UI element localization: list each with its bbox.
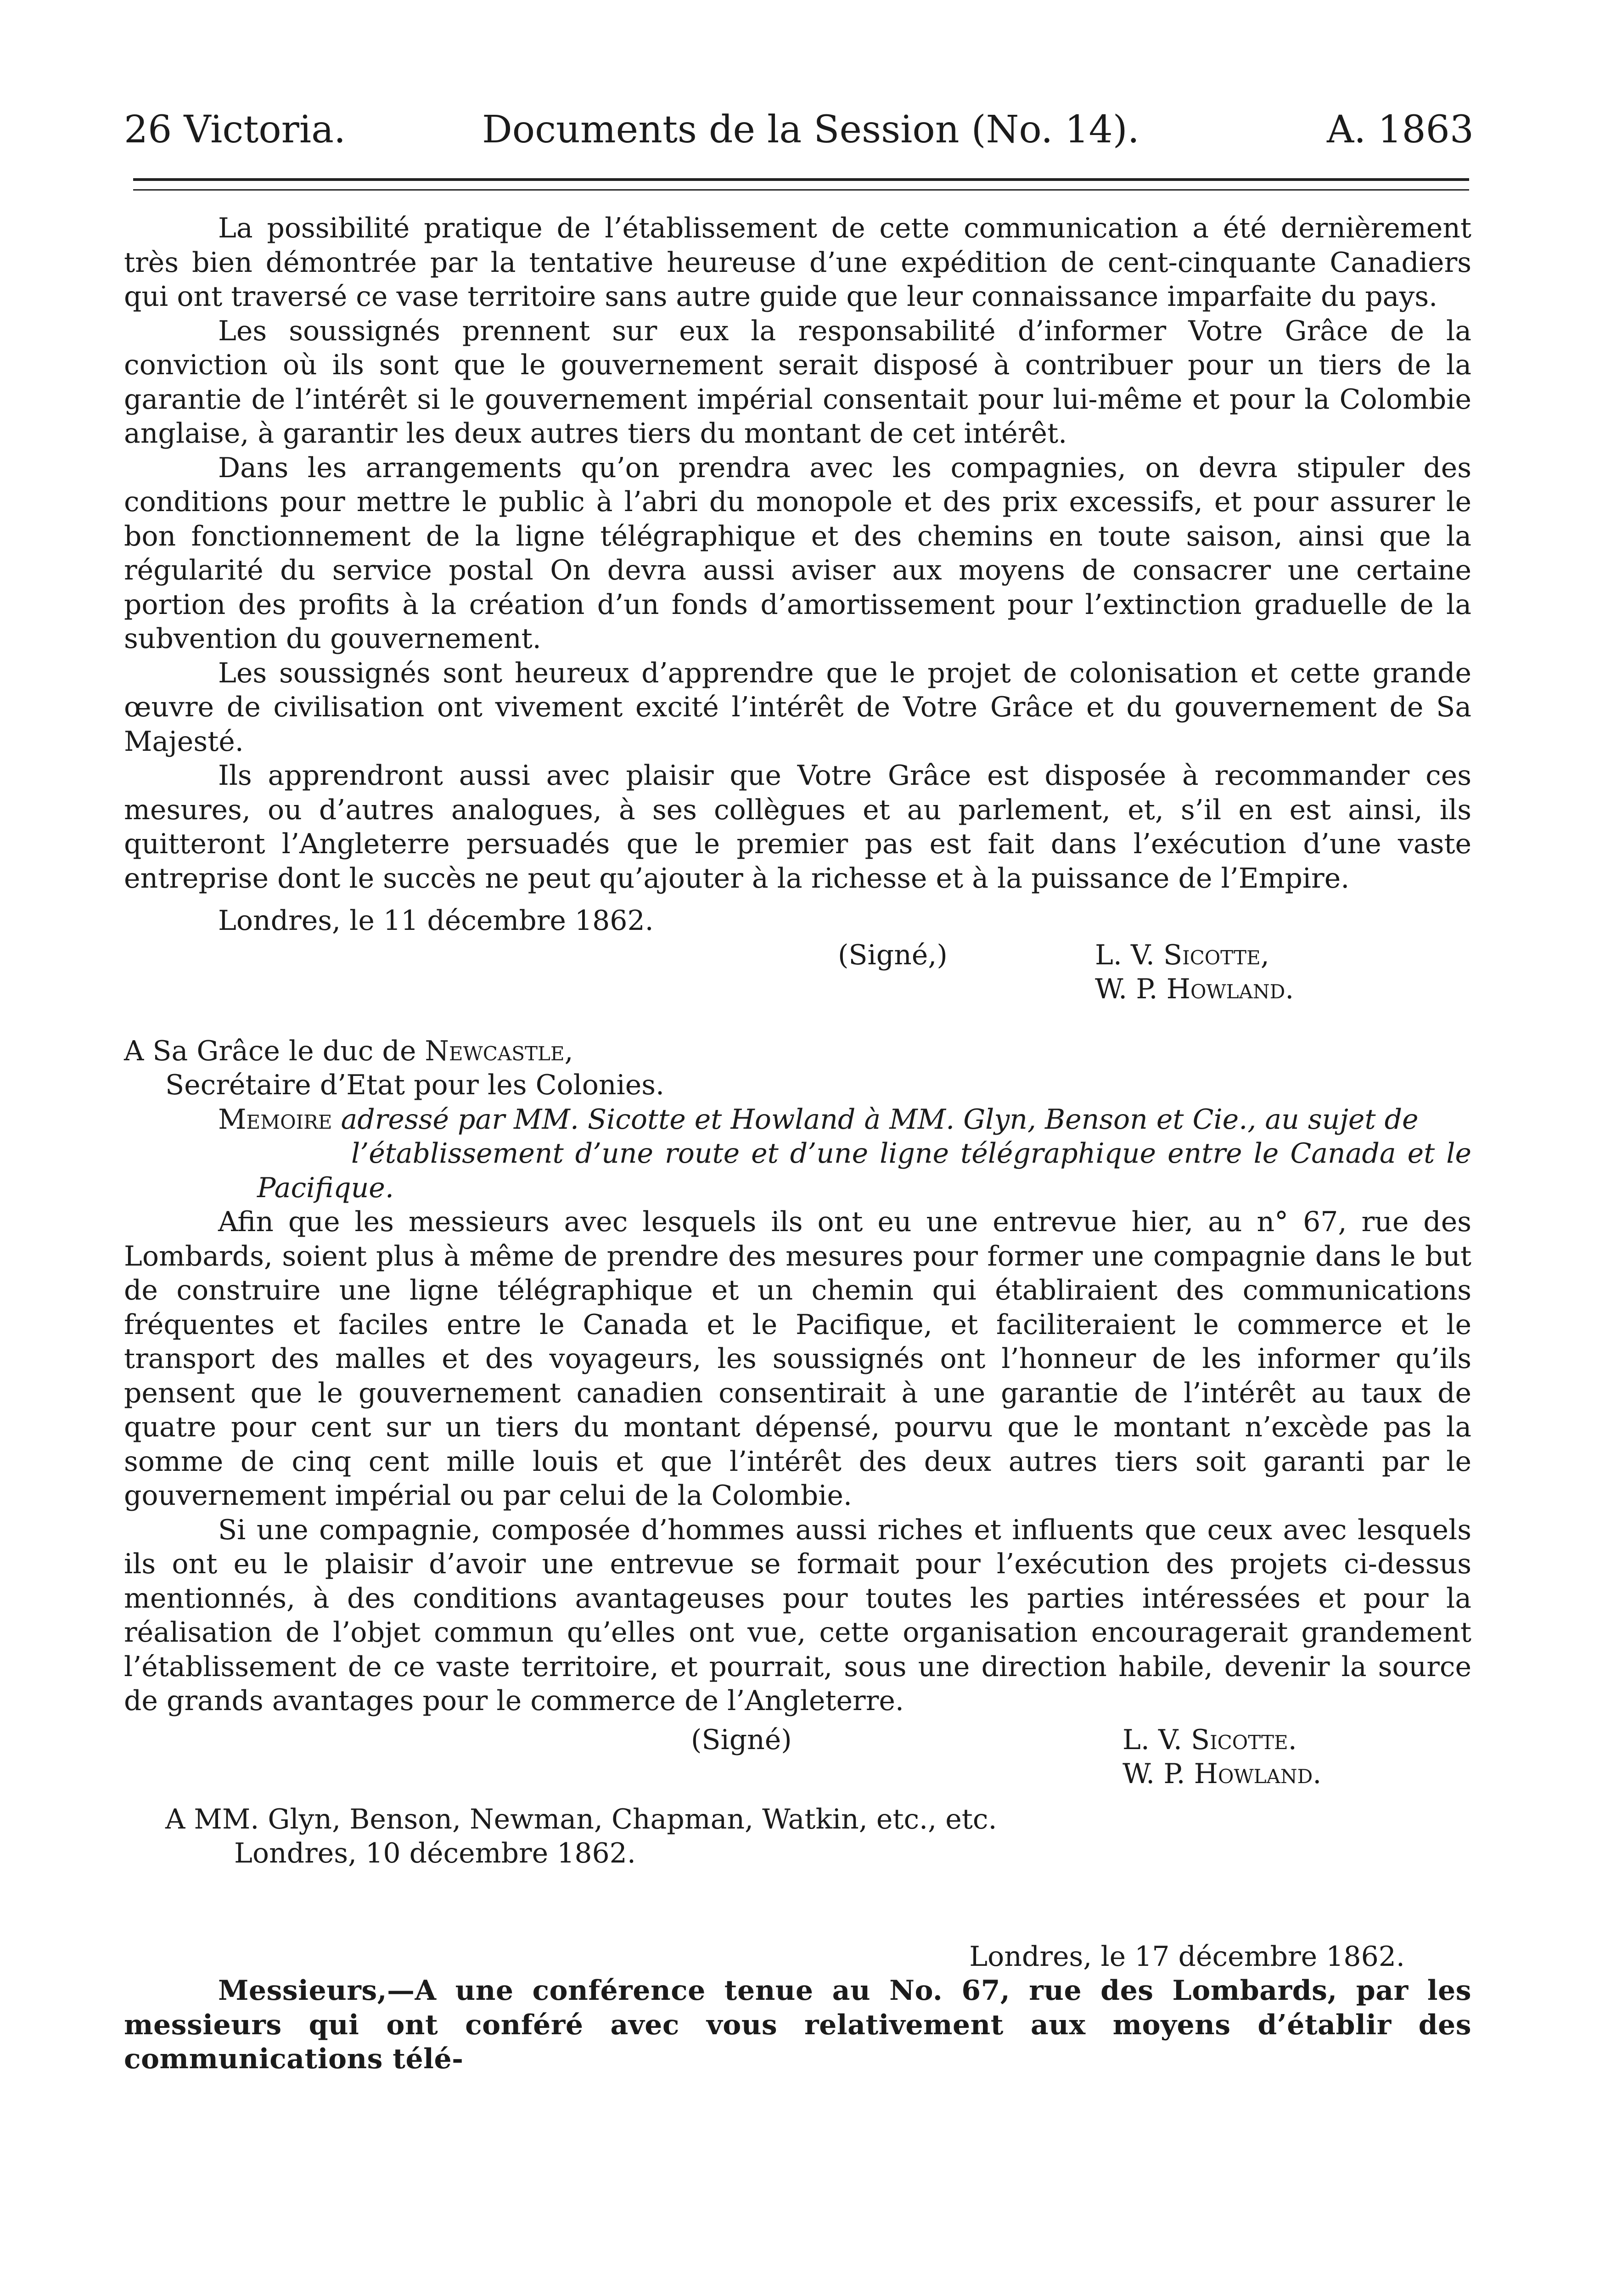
addressee-line-2: Secrétaire d’Etat pour les Colonies. xyxy=(165,1069,665,1101)
paragraph-5: Ils apprendront aussi avec plaisir que Votre Grâce est disposée à recommander ces mesures, ou d’autres analogues, à ses collègues et au parlement, et, s’il en est ainsi, ils quitteront l’Angleterre persuadés que le premier pas est fait dans l’exécution d’une vaste entreprise dont le succès ne peut qu’ajouter à la richesse et à la puissance de l’Empire. xyxy=(124,760,1471,895)
addressee-block-1 xyxy=(124,1034,1471,1103)
letter-opening xyxy=(124,1974,1471,2077)
signatory-sicotte-1: L. V. Sicotte, xyxy=(1095,939,1269,971)
memoire-title-part-1: adressé par MM. Sicotte et Howland à MM. Glyn, Benson et Cie., au sujet de xyxy=(332,1103,1419,1136)
signatory-howland-2: W. P. Howland. xyxy=(1122,1758,1322,1790)
memoire-paragraph-1: Afin que les messieurs avec lesquels ils ont eu une entrevue hier, au n° 67, rue des Lombards, soient plus à même de prendre des mesures pour former une compagnie dans le but de construire une ligne télégraphique et un chemin qui établiraient des communications fréquentes et faciles entre le Canada et le Pacifique, et faciliteraient le commerce et le transport des malles et des voyageurs, les soussignés ont l’honneur de les informer qu’ils pensent que le gouvernement canadien consentirait à une garantie de l’intérêt au taux de quatre pour cent sur un tiers du montant dépensé, pourvu que le montant n’excède pas la somme de cinq cent mille louis et que l’intérêt des deux autres tiers soit garanti par le gouvernement impérial ou par celui de la Colombie. xyxy=(124,1206,1471,1512)
addressee-line-1 xyxy=(124,1034,1471,1069)
running-header xyxy=(124,100,1474,160)
letter-salutation: Messieurs,— xyxy=(218,1975,415,2007)
letter-date: Londres, le 17 décembre 1862. xyxy=(969,1940,1405,1973)
header-year: A. 1863 xyxy=(1326,108,1474,152)
paragraph-1: La possibilité pratique de l’établissement de cette communication a été dernièrement très bien démontrée par la tentative heureuse d’une expédition de cent-cinquante Canadiers qui ont traversé ce vase territoire sans autre guide que leur connaissance imparfaite du pays. xyxy=(124,212,1471,313)
addressee-prefix: A Sa Grâce le duc de xyxy=(124,1035,425,1067)
addressee-name: Newcastle, xyxy=(425,1035,573,1067)
addressee-2-line-2: Londres, 10 décembre 1862. xyxy=(234,1837,636,1869)
memoire-heading xyxy=(124,1103,1471,1205)
signatory-names-1 xyxy=(1095,938,1471,1007)
header-rule-thin xyxy=(133,189,1469,191)
memoire-paragraph-2: Si une compagnie, composée d’hommes aussi riches et influents que ceux avec lesquels ils ont eu le plaisir d’avoir une entrevue se formait pour l’exécution des projets ci-dessus mentionnés, à des conditions avantageuses pour toutes les parties intéressées et pour la réalisation de l’objet commun qu’elles ont vue, cette organisation encouragerait grandement l’établissement de ce vaste territoire, et pourrait, sous une direction habile, devenir la source de grands avantages pour le commerce de l’Angleterre. xyxy=(124,1514,1471,1717)
header-rule-thick xyxy=(133,178,1469,181)
signe-label-2: (Signé) xyxy=(691,1723,792,1756)
body-text xyxy=(124,211,1471,2077)
signature-block-2 xyxy=(124,1723,1471,1791)
signature-date-1: Londres, le 11 décembre 1862. xyxy=(218,905,654,937)
letter-text: A une conférence tenue au No. 67, rue des Lombards, par les messieurs qui ont conféré avec vous relativement aux moyens d’établir des communications télé- xyxy=(124,1975,1471,2075)
header-volume: 26 Victoria. xyxy=(124,108,346,152)
addressee-block-2 xyxy=(124,1802,1471,1871)
paragraph-3: Dans les arrangements qu’on prendra avec les compagnies, on devra stipuler des conditions pour mettre le public à l’abri du monopole et des prix excessifs, et pour assurer le bon fonctionnement de la ligne télégraphique et des chemins en toute saison, ainsi que la régularité du service postal On devra aussi aviser aux moyens de consacrer une certaine portion des profits à la création d’un fonds d’amortissement pour l’extinction graduelle de la subvention du gouvernement. xyxy=(124,451,1471,655)
memoire-title-part-2: l’établissement d’une route et d’une ligne télégraphique entre le Canada et le Pacifique. xyxy=(257,1137,1471,1204)
signatory-howland-1: W. P. Howland. xyxy=(1095,973,1294,1005)
addressee-2-line-1: A MM. Glyn, Benson, Newman, Chapman, Watkin, etc., etc. xyxy=(165,1803,997,1835)
paragraph-4: Les soussignés sont heureux d’apprendre que le projet de colonisation et cette grande œuvre de civilisation ont vivement excité l’intérêt de Votre Grâce et du gouvernement de Sa Majesté. xyxy=(124,657,1471,758)
signe-label-1: (Signé,) xyxy=(838,939,948,971)
signature-block-1 xyxy=(124,938,1471,1007)
signatory-names-2 xyxy=(1122,1723,1471,1791)
signatory-sicotte-2: L. V. Sicotte. xyxy=(1122,1723,1297,1756)
paragraph-2: Les soussignés prennent sur eux la responsabilité d’informer Votre Grâce de la conviction où ils sont que le gouvernement serait disposé à contribuer pour un tiers de la garantie de l’intérêt si le gouvernement impérial consentait pour lui-même et pour la Colombie anglaise, à garantir les deux autres tiers du montant de cet intérêt. xyxy=(124,315,1471,450)
memoire-label: Memoire xyxy=(218,1103,332,1136)
header-title: Documents de la Session (No. 14). xyxy=(482,108,1139,152)
